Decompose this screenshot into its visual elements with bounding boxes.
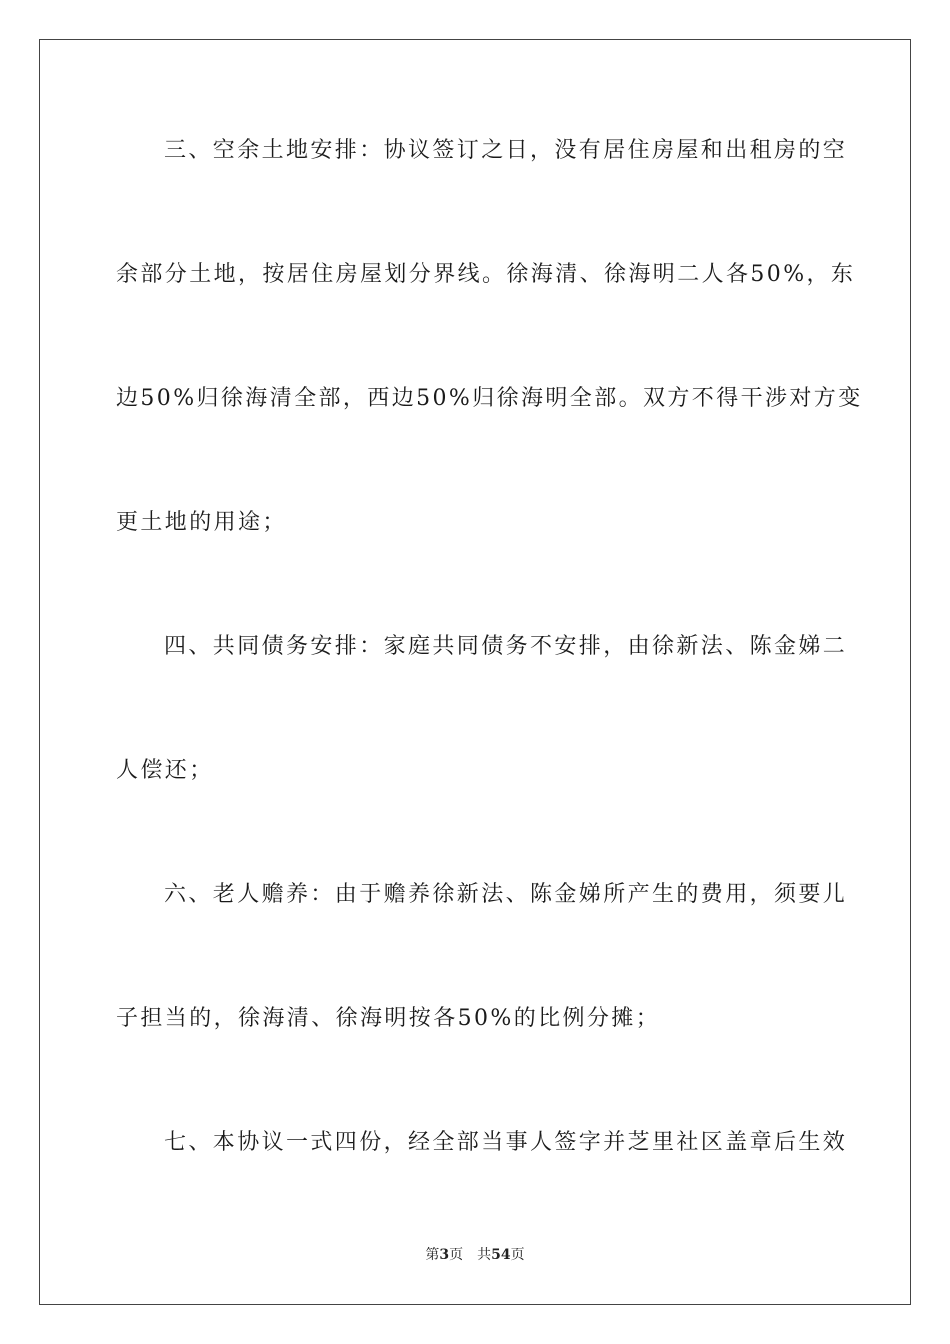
paragraph-line: 更土地的用途； xyxy=(116,510,287,535)
paragraph-line: 子担当的，徐海清、徐海明按各50%的比例分摊； xyxy=(116,1006,661,1031)
total-pages: 54 xyxy=(491,1247,511,1263)
paragraph-line: 边50%归徐海清全部，西边50%归徐海明全部。双方不得干涉对方变 xyxy=(116,386,863,411)
total-suffix: 页 xyxy=(510,1247,525,1263)
paragraph-line: 余部分土地，按居住房屋划分界线。徐海清、徐海明二人各50%，东 xyxy=(116,262,856,287)
total-prefix: 共 xyxy=(477,1247,492,1263)
page-number: 3 xyxy=(439,1247,450,1263)
page-prefix: 第 xyxy=(425,1247,440,1263)
paragraph-line: 四、共同债务安排：家庭共同债务不安排，由徐新法、陈金娣二 xyxy=(164,634,848,659)
paragraph-line: 人偿还； xyxy=(116,758,214,783)
paragraph-line: 七、本协议一式四份，经全部当事人签字并芝里社区盖章后生效 xyxy=(164,1130,848,1155)
page-border xyxy=(39,39,911,1305)
page-footer xyxy=(0,1246,950,1264)
paragraph-line: 六、老人赡养：由于赡养徐新法、陈金娣所产生的费用，须要儿 xyxy=(164,882,848,907)
page-suffix: 页 xyxy=(449,1247,464,1263)
paragraph-line: 三、空余土地安排：协议签订之日，没有居住房屋和出租房的空 xyxy=(164,138,848,163)
